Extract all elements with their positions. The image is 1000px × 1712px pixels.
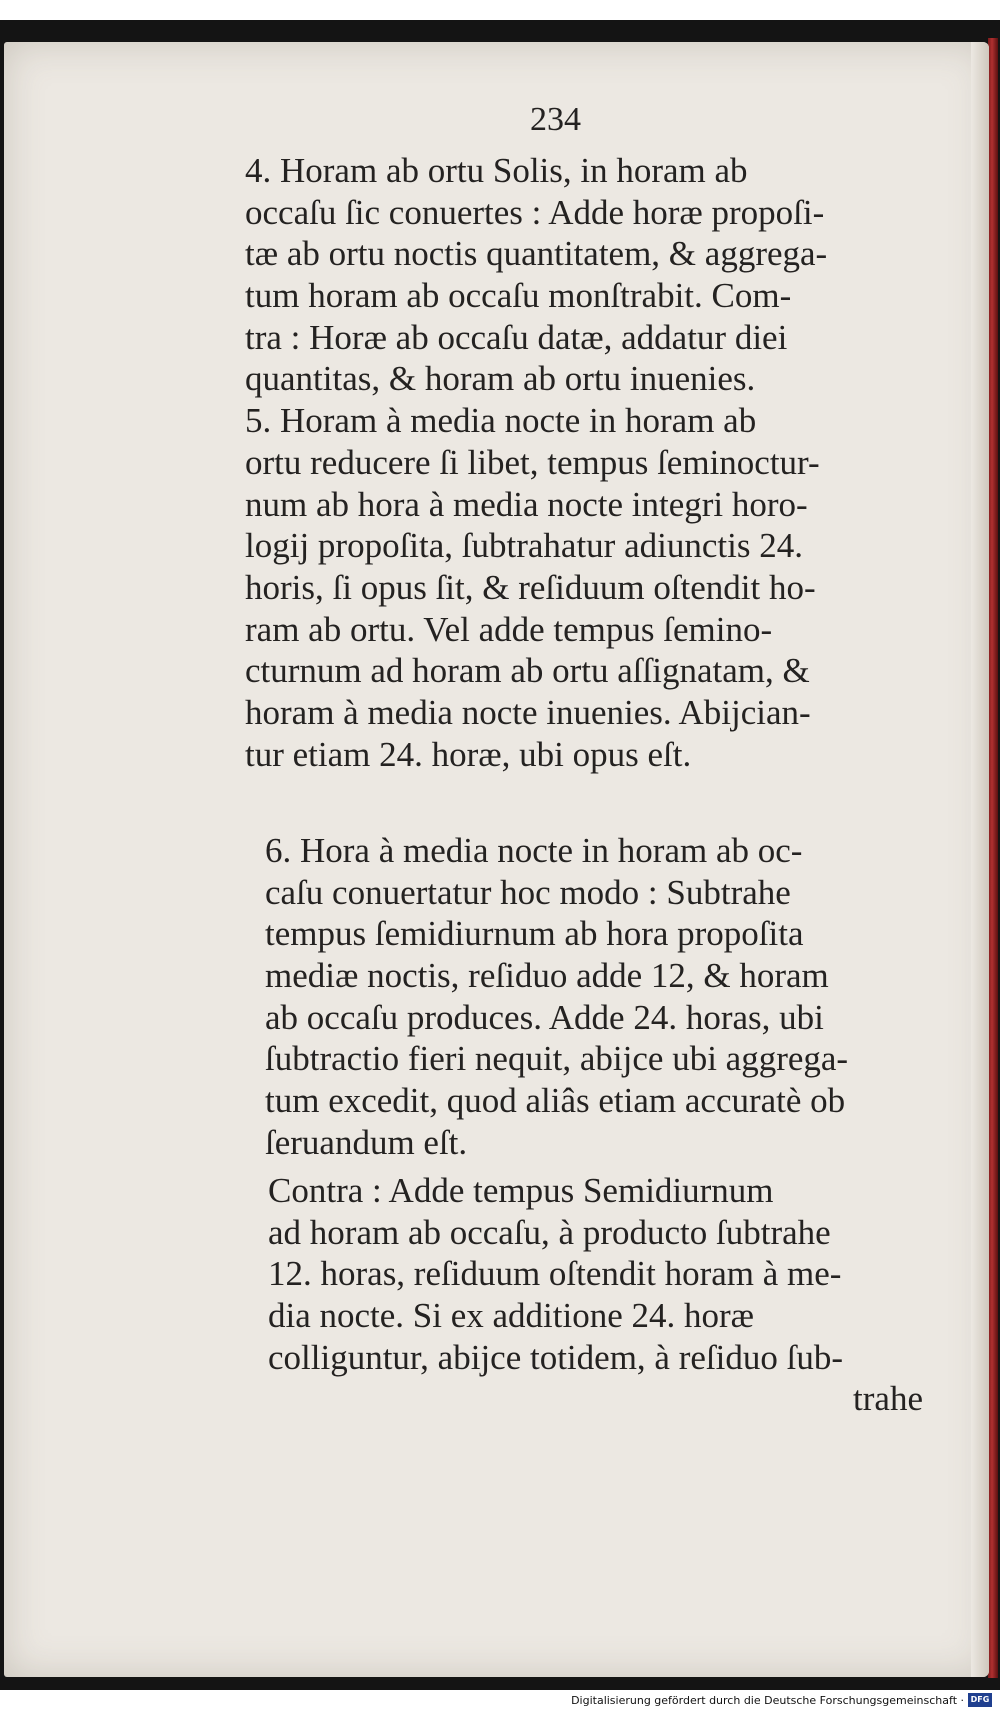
text-line: 5. Horam à media nocte in horam ab (245, 401, 757, 441)
text-line: cturnum ad horam ab ortu aſſignatam, & (245, 651, 810, 691)
text-line: Contra : Adde tempus Semidiurnum (268, 1171, 774, 1210)
text-line: ad horam ab occaſu, à producto ſubtrahe (268, 1212, 831, 1252)
catchword: trahe (853, 1379, 923, 1419)
page-edge-shadow (971, 42, 989, 1677)
text-line: 4. Horam ab ortu Solis, in horam ab (245, 151, 748, 190)
text-line: ſubtractio fieri nequit, abijce ubi aggrega- (265, 1039, 849, 1079)
text-line: horis, ſi opus ſit, & reſiduum oſtendit ho- (245, 567, 816, 607)
text-line: tra : Horæ ab occaſu datæ, addatur diei (245, 317, 788, 357)
text-line: logij propoſita, ſubtrahatur adiunctis 24. (245, 526, 803, 566)
text-line: quantitas, & horam ab ortu inuenies. (245, 359, 756, 399)
text-line: ab occaſu produces. Adde 24. horas, ubi (265, 997, 824, 1037)
text-line: ſeruandum eſt. (265, 1122, 468, 1162)
paragraph-4-5 (245, 150, 915, 775)
book-edge (988, 38, 998, 1678)
text-line: ortu reducere ſi libet, tempus ſeminoctur- (245, 442, 820, 482)
text-line: num ab hora à media nocte integri horo- (245, 484, 808, 524)
paragraph-6 (265, 830, 925, 1164)
text-line: dia nocte. Si ex additione 24. horæ (268, 1296, 755, 1336)
text-line: tum horam ab occaſu monſtrabit. Com- (245, 276, 792, 316)
text-line: caſu conuertatur hoc modo : Subtrahe (265, 872, 791, 912)
dfg-logo-icon: DFG (968, 1693, 992, 1707)
text-line: tum excedit, quod aliâs etiam accuratè ob (265, 1081, 846, 1121)
text-line: colliguntur, abijce totidem, à reſiduo ſub- (268, 1337, 843, 1377)
text-line: tæ ab ortu noctis quantitatem, & aggrega- (245, 234, 828, 274)
text-line: 12. horas, reſiduum oſtendit horam à me- (268, 1254, 842, 1294)
text-line: tur etiam 24. horæ, ubi opus eſt. (245, 734, 692, 774)
text-line: tempus ſemidiurnum ab hora propoſita (265, 914, 804, 954)
text-line: occaſu ſic conuertes : Adde horæ propoſi- (245, 192, 825, 232)
paragraph-contra (268, 1170, 923, 1420)
text-line: horam à media nocte inuenies. Abijcian- (245, 692, 811, 732)
text-line: mediæ noctis, reſiduo adde 12, & horam (265, 956, 829, 996)
page-number: 234 (530, 101, 581, 138)
text-line: 6. Hora à media nocte in horam ab oc- (265, 831, 803, 870)
text-line: ram ab ortu. Vel adde tempus ſemino- (245, 609, 773, 649)
funding-notice: Digitalisierung gefördert durch die Deutsche Forschungsgemeinschaft · (571, 1694, 964, 1707)
